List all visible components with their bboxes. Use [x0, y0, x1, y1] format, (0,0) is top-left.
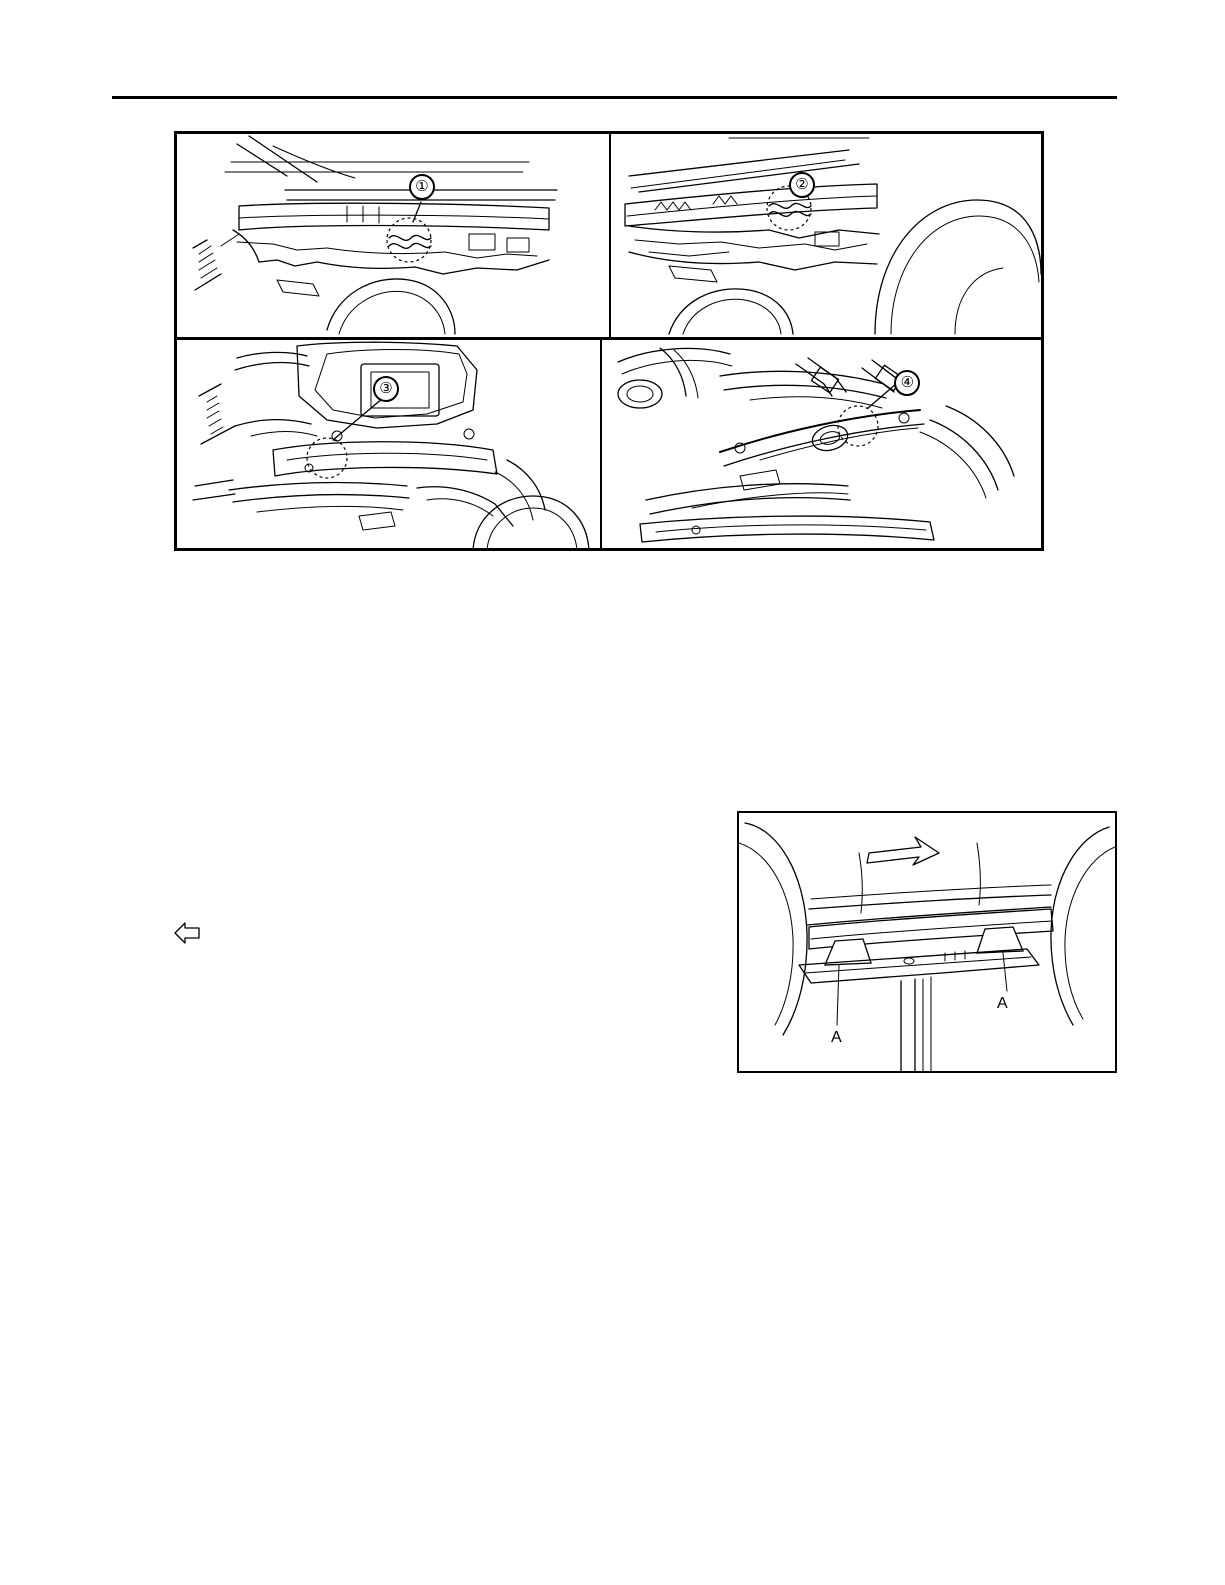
callout-marker-4: ④ [894, 370, 920, 396]
panel-3-illustration [177, 340, 600, 551]
panel-1-illustration [177, 134, 609, 337]
figure-panel-2 [609, 134, 1041, 337]
rocker-panel-illustration [739, 813, 1115, 1071]
vehicle-underbody-lift-points-figure [174, 131, 1044, 551]
header-divider-rule [112, 96, 1117, 99]
panel-2-illustration [609, 134, 1041, 337]
panel-4-illustration [600, 340, 1040, 551]
figure-panel-1 [177, 134, 609, 337]
callout-marker-3: ③ [373, 376, 399, 402]
lift-point-label-a-right: A [997, 995, 1008, 1012]
left-arrow-icon [172, 920, 202, 946]
callout-marker-2: ② [789, 172, 815, 198]
figure-panel-3 [177, 340, 600, 551]
lift-point-label-a-left: A [831, 1029, 842, 1046]
callout-marker-1: ① [409, 174, 435, 200]
figure-panel-4 [600, 340, 1041, 551]
rocker-panel-jack-pad-figure [737, 811, 1117, 1073]
left-arrow-marker [172, 920, 202, 946]
